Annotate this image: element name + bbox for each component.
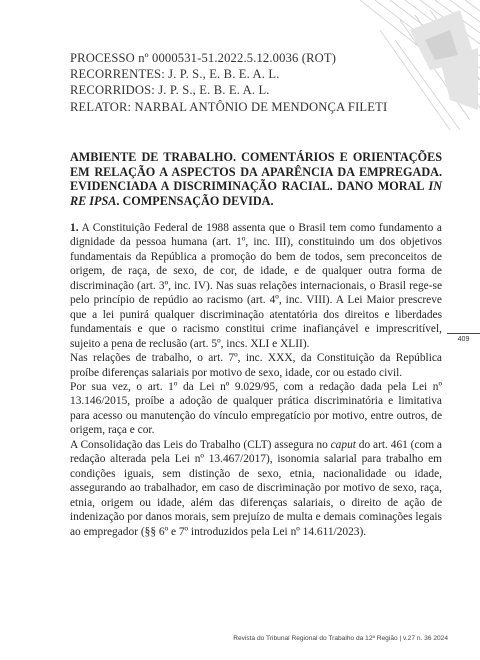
ementa-text-end: . COMPENSAÇÃO DEVIDA.: [116, 193, 274, 208]
paragraph-4-text-end: do art. 461 (com a redação alterada pela Lei nº 13.467/2017), isonomia salarial para trabalho em condições iguais, sem distinção de sexo, etnia, nacionalidade ou idade, assegurando ao trabalhador, em caso de discriminação por motivo de sexo, raça, etnia, origem ou idade, além das diferenças salariais, o direito de ação de indenização por danos morais, sem prejuízo de multa e demais cominações legais ao empregador (§§ 6º e 7º introduzidos pela Lei nº 14.611/2023).: [70, 438, 442, 538]
journal-footer: Revista do Tribunal Regional do Trabalho da 12ª Região | v.27 n. 36 2024: [233, 635, 448, 642]
ementa-italic: IN RE IPSA: [70, 179, 442, 208]
ementa-text: AMBIENTE DE TRABALHO. COMENTÁRIOS E ORIENTAÇÕES EM RELAÇÃO A ASPECTOS DA APARÊNCIA DA EMPREGADA. EVIDENCIADA A DISCRIMINAÇÃO RACIAL. DANO MORAL: [70, 150, 442, 194]
recorridos-line: RECORRIDOS: J. P. S., E. B. E. A. L.: [70, 83, 270, 98]
processo-line: PROCESSO nº 0000531-51.2022.5.12.0036 (ROT): [70, 51, 337, 65]
ementa-heading: [70, 150, 442, 208]
paragraph-2: Nas relações de trabalho, o art. 7º, inc. XXX, da Constituição da República proíbe diferenças salariais por motivo de sexo, idade, cor ou estado civil.: [70, 352, 442, 379]
relator-line: RELATOR: NARBAL ANTÔNIO DE MENDONÇA FILETI: [70, 99, 388, 114]
body-text: [70, 221, 442, 539]
case-header: [70, 50, 450, 115]
paragraph-3: Por sua vez, o art. 1º da Lei nº 9.029/95, com a redação dada pela Lei nº 13.146/2015, proíbe a adoção de qualquer prática discriminatória e limitativa para acesso ou manutenção do vínculo empregatício por motivo, entre outros, de origem, raça e cor.: [70, 380, 442, 437]
recorrentes-line: RECORRENTES: J. P. S., E. B. E. A. L.: [70, 67, 280, 82]
paragraph-1: [70, 221, 442, 351]
paragraph-1-text: A Constituição Federal de 1988 assenta que o Brasil tem como fundamento a dignidade da pessoa humana (art. 1º, inc. III), constituindo um dos objetivos fundamentais da República a promoção do bem de todos, sem preconceitos de origem, de raça, de sexo, de cor, de idade, e de qualquer outra forma de discriminação (art. 3º, inc. IV). Nas suas relações internacionais, o Brasil rege-se pelo princípio de repúdio ao racismo (art. 4º, inc. VIII). A Lei Maior prescreve que a lei punirá qualquer discriminação atentatória dos direitos e liberdades fundamentais e que o racismo constitui crime inafiançável e imprescritível, sujeito a pena de reclusão (art. 5º, incs. XLI e XLII).: [70, 222, 442, 350]
paragraph-number: 1.: [70, 222, 79, 234]
page-number: 409: [447, 333, 480, 343]
paragraph-4-text: A Consolidação das Leis do Trabalho (CLT) assegura no: [70, 438, 331, 451]
paragraph-4: [70, 438, 442, 539]
paragraph-4-italic: caput: [330, 438, 356, 451]
